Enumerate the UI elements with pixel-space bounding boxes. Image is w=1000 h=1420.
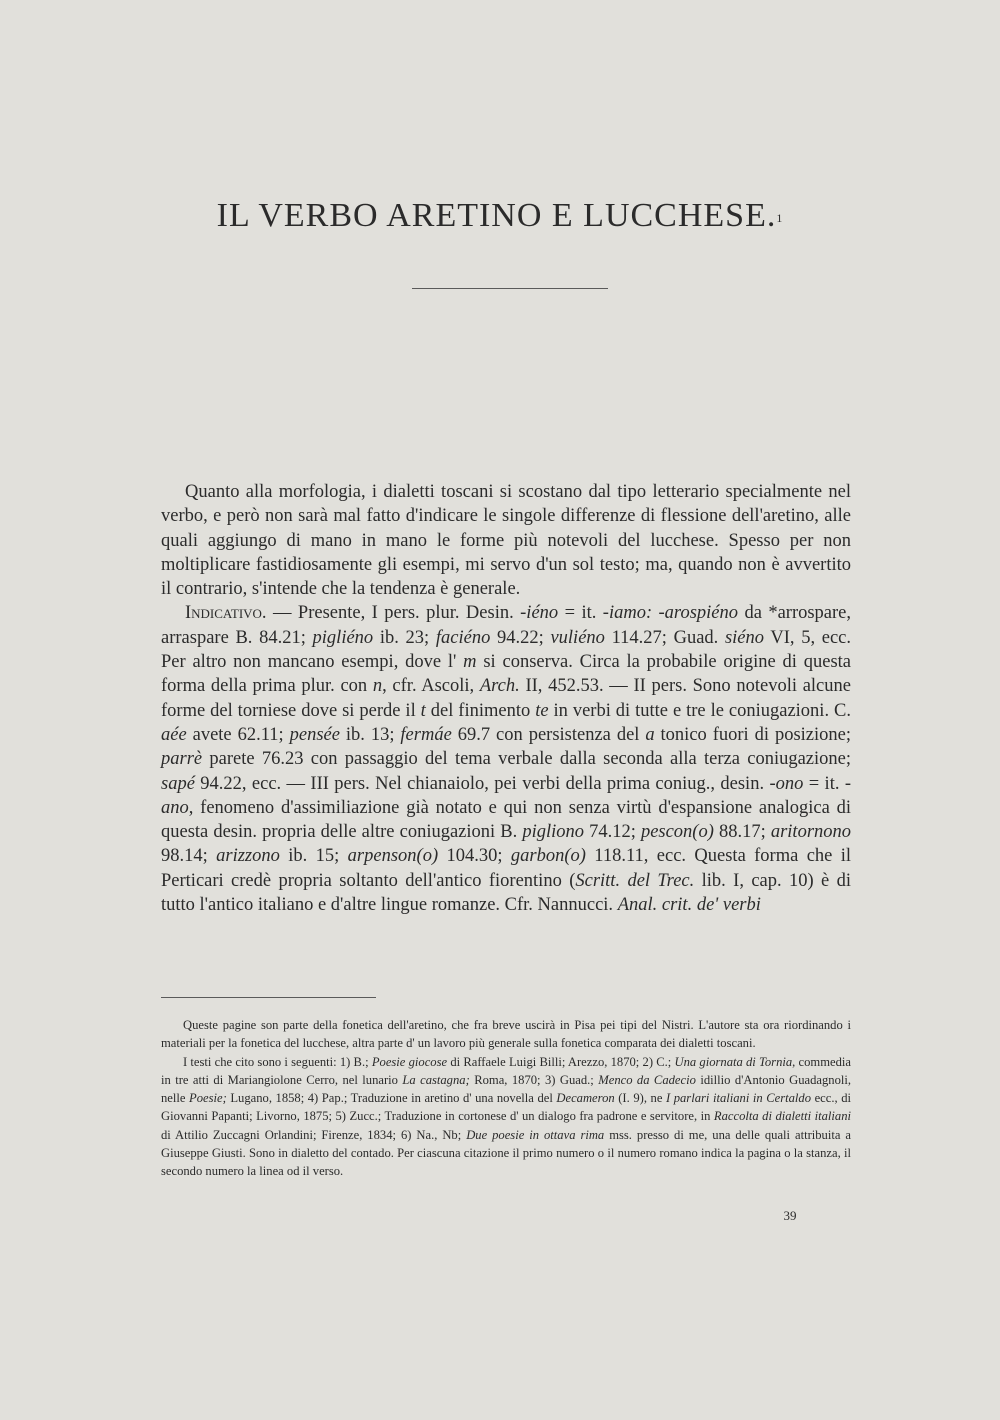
text-run: — Presente, I pers. plur. Desin. — [266, 603, 521, 624]
title-footnote-mark: 1 — [776, 211, 784, 225]
text-run: si conserva. Circa la probabile origine di questa forma della prima plur. con — [161, 652, 852, 697]
text-run: VI, 5, ecc. Per altro non mancano esempi, dove l' — [161, 627, 852, 673]
footnote-1: Queste pagine son parte della fonetica dell'aretino, che fra breve uscirà in Pisa pei tipi del Nistri. L'autore sta ora riordinando i materiali per la fonetica del lucchese, altra parte d' un lavoro più generale sulla fonetica comparata dei dialetti toscani. — [161, 1018, 851, 1051]
text-run: parete 76.23 con passaggio del tema verbale dalla seconda alla terza coniugazione; — [202, 749, 851, 770]
intro-paragraph: Quanto alla morfologia, i dialetti toscani si scostano dal tipo letterario specialmente nel verbo, e però non sarà mal fatto d'indicare le singole differenze di flessione dell'aretino, alle quali aggiungo di mano in mano le forme più notevoli del lucchese. Spesso per non moltiplicare fastidiosamente gli esempi, mi servo d'un sol testo; ma, quando non è avvertito il contrario, s'intende che la tendenza è generale. — [161, 482, 851, 600]
italic-form: aritornono — [770, 822, 852, 843]
text-run: Roma, 1870; 3) Guad.; — [469, 1072, 599, 1087]
italic-form: parrè — [161, 749, 203, 770]
title-text: IL VERBO ARETINO E LUCCHESE. — [216, 197, 777, 234]
text-run: , fenomeno d'assimiliazione già notato e qui non senza virtù d'espansione analogica di questa desin. propria delle altre coniugazioni B. — [161, 797, 851, 843]
text-run: lib. I, cap. 10) è di tutto l'antico italiano e d'altre lingue romanze. Cfr. Nannucci. — [161, 870, 851, 916]
indicative-paragraph — [161, 601, 851, 917]
page-number: 39 — [783, 1208, 797, 1223]
text-run: tonico fuori di posizione; — [654, 724, 851, 745]
text-run: idillio d'Antonio Guadagnoli, nelle — [161, 1072, 852, 1106]
text-run: Lugano, 1858; 4) Pap.; Traduzione in aretino d' una novella del — [226, 1091, 557, 1106]
italic-form: Anal. crit. de' verbi — [617, 895, 761, 916]
text-run: I testi che cito sono i seguenti: 1) B.; — [183, 1054, 372, 1069]
text-run: = it. — [803, 773, 845, 794]
main-text — [161, 480, 851, 917]
italic-form: pigliéno — [312, 627, 374, 648]
italic-title: I parlari italiani in Certaldo — [665, 1091, 812, 1106]
text-run: 88.17; — [713, 822, 771, 843]
italic-form: Arch. — [479, 676, 520, 697]
italic-form: sapé — [161, 773, 195, 794]
italic-title: Poesie giocose — [371, 1054, 448, 1069]
text-run: 98.14; — [161, 846, 217, 867]
text-run: di Raffaele Luigi Billi; Arezzo, 1870; 2) C.; — [447, 1054, 675, 1069]
text-run: , commedia in tre atti di Mariangiolone Cerro, nel lunario — [161, 1054, 851, 1087]
italic-title: Decameron — [556, 1091, 615, 1106]
italic-form: n — [372, 676, 383, 697]
italic-form: aée — [161, 724, 187, 745]
text-run: ib. 15; — [279, 846, 348, 867]
text-run: 74.12; — [583, 822, 641, 843]
italic-form: pigliono — [522, 822, 584, 843]
italic-title: La castagna; — [402, 1072, 470, 1087]
page-title — [0, 196, 1000, 236]
italic-form: te — [535, 700, 549, 721]
italic-form: a — [645, 724, 655, 745]
italic-form: garbon(o) — [510, 846, 586, 867]
title-divider — [412, 288, 608, 289]
text-run: II, 452.53. — II pers. Sono notevoli alcune forme del torniese dove si perde il — [161, 676, 851, 721]
italic-form: pescon(o) — [640, 822, 714, 843]
text-run: 69.7 con persistenza del — [451, 724, 646, 745]
italic-title: Raccolta di dialetti italiani — [713, 1109, 851, 1124]
text-run: ecc., di Giovanni Papanti; Livorno, 1875; 5) Zucc.; Traduzione in cortonese d' un dialogo fra padrone e servitore, in — [161, 1091, 851, 1124]
italic-form: arpenson(o) — [347, 846, 439, 867]
italic-form: arizzono — [216, 846, 280, 867]
italic-form: t — [420, 700, 426, 721]
italic-form: -ono — [769, 773, 804, 794]
text-run: 94.22, ecc. — III pers. Nel chianaiolo, pei verbi della prima coniug., desin. — [194, 773, 770, 794]
italic-form: -iéno — [520, 603, 559, 624]
italic-title: Poesie; — [189, 1091, 227, 1106]
italic-form: -ano — [161, 773, 851, 818]
italic-title: Una giornata di Tornia — [674, 1054, 793, 1069]
text-run: 94.22; — [490, 627, 551, 648]
text-run: (I. 9), ne — [614, 1091, 666, 1106]
text-run: 114.27; Guad. — [604, 627, 725, 648]
text-run: in verbi di tutte e tre le coniugazioni. C. — [548, 700, 851, 721]
footnote-divider — [161, 997, 376, 998]
text-run: del finimento — [425, 700, 536, 721]
text-run: avete 62.11; — [186, 724, 290, 745]
italic-form: siéno — [724, 627, 765, 648]
text-run: = it. — [558, 603, 603, 624]
section-heading: Indicativo. — [185, 603, 267, 624]
italic-form: m — [463, 652, 477, 673]
text-run: ib. 23; — [373, 627, 436, 648]
text-run: di Attilio Zuccagni Orlandini; Firenze, 1834; 6) Na., Nb; — [161, 1127, 467, 1142]
text-run: ib. 13; — [339, 724, 401, 745]
footnotes — [161, 1016, 851, 1181]
text-run: , cfr. Ascoli, — [382, 676, 480, 697]
italic-form: Scritt. del Trec. — [575, 870, 695, 891]
text-run: da *arrospare, arraspare B. 84.21; — [161, 603, 852, 648]
text-run: 104.30; — [438, 846, 511, 867]
italic-form: fermáe — [400, 724, 452, 745]
italic-title: Due poesie in ottava rima — [466, 1127, 605, 1142]
italic-title: Menco da Cadecio — [598, 1072, 696, 1087]
italic-form: vuliéno — [550, 627, 605, 648]
italic-form: faciéno — [435, 627, 491, 648]
italic-form: pensée — [289, 724, 340, 745]
italic-form: -iamo: -arospiéno — [602, 603, 739, 624]
footnote-2 — [161, 1053, 851, 1181]
text-run: 118.11, ecc. Questa forma che il Perticari credè propria soltanto dell'antico fiorentino ( — [161, 846, 852, 891]
text-run: mss. presso di me, una delle quali attribuita a Giuseppe Giusti. Sono in dialetto del contado. Per ciascuna citazione il primo numero o il numero romano indica la pagina o la stanza, il secondo numero la linea od il verso. — [161, 1127, 851, 1179]
